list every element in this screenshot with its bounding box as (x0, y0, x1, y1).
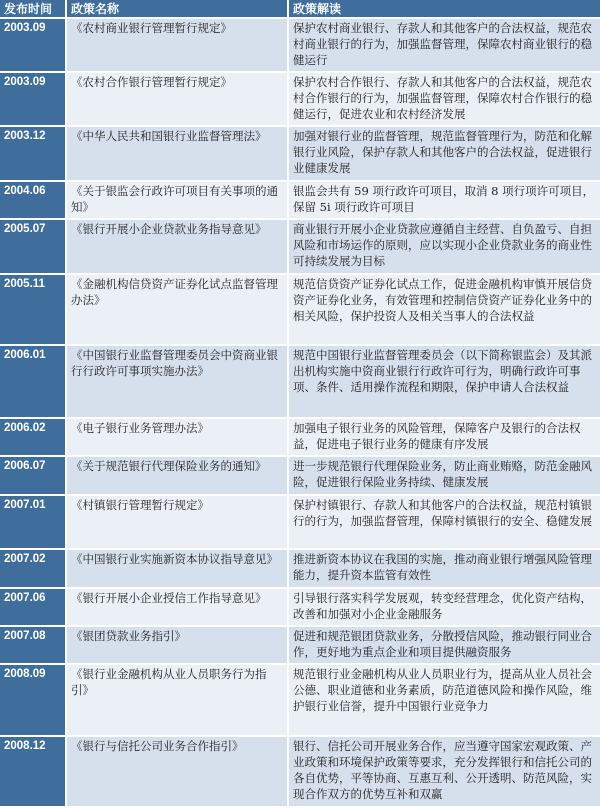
policy-name-cell: 《金融机构信贷资产证券化试点监督管理办法》 (66, 274, 288, 346)
date-cell: 2006.01 (0, 345, 66, 418)
policy-description-cell: 促进和规范银团贷款业务，分散授信风险，推动银行同业合作，更好地为重点企业和项目提供融资服务 (288, 626, 600, 664)
table-row (0, 72, 600, 127)
date-cell: 2006.02 (0, 418, 66, 456)
policy-description-cell: 引导银行落实科学发展观，转变经营理念，优化资产结构，改善和加强对小企业金融服务 (288, 588, 600, 626)
table-row (0, 345, 600, 418)
date-cell: 2007.06 (0, 588, 66, 626)
table-row (0, 736, 600, 807)
table-row (0, 219, 600, 274)
table-row (0, 456, 600, 494)
policy-description-cell: 商业银行开展小企业贷款应遵循自主经营、自负盈亏、自担风险和市场运作的原则，应以实现小企业贷款业务的商业性可持续发展为目标 (288, 219, 600, 274)
date-cell: 2006.07 (0, 456, 66, 494)
policy-name-cell: 《农村合作银行管理暂行规定》 (66, 72, 288, 127)
date-cell: 2003.09 (0, 18, 66, 72)
policy-description-cell: 规范银行业金融机构从业人员职业行为，提高从业人员社会公德、职业道德和业务素质，防范道德风险和操作风险，维护银行业信誉，提升中国银行业竞争力 (288, 664, 600, 736)
table-row (0, 274, 600, 346)
header-description: 政策解读 (288, 0, 600, 18)
policy-name-cell: 《银行开展小企业授信工作指导意见》 (66, 588, 288, 626)
date-cell: 2007.08 (0, 626, 66, 664)
table-row (0, 588, 600, 626)
date-cell: 2008.09 (0, 664, 66, 736)
date-cell: 2003.12 (0, 126, 66, 181)
policy-name-cell: 《电子银行业务管理办法》 (66, 418, 288, 456)
date-cell: 2005.07 (0, 219, 66, 274)
policy-description-cell: 银行、信托公司开展业务合作，应当遵守国家宏观政策、产业政策和环境保护政策等要求，充分发挥银行和信托公司的各自优势，平等协商、互惠互利、公开透明、防范风险，实现合作双方的优势互补和双赢 (288, 736, 600, 807)
date-cell: 2007.01 (0, 495, 66, 550)
policy-name-cell: 《银行开展小企业贷款业务指导意见》 (66, 219, 288, 274)
policy-name-cell: 《关于银监会行政许可项目有关事项的通知》 (66, 181, 288, 219)
date-cell: 2005.11 (0, 274, 66, 346)
table-row (0, 549, 600, 587)
policy-rows (0, 18, 600, 807)
date-cell: 2007.02 (0, 549, 66, 587)
table-row (0, 181, 600, 219)
table-row (0, 664, 600, 736)
policy-description-cell: 银监会共有 59 项行政许可项目，取消 8 项行项许可项目，保留 5i 项行政许可项目 (288, 181, 600, 219)
policy-name-cell: 《农村商业银行管理暂行规定》 (66, 18, 288, 72)
policy-name-cell: 《村镇银行管理暂行规定》 (66, 495, 288, 550)
policy-name-cell: 《中国银行业实施新资本协议指导意见》 (66, 549, 288, 587)
date-cell: 2008.12 (0, 736, 66, 807)
table-row (0, 126, 600, 181)
policy-description-cell: 加强电子银行业务的风险管理，保障客户及银行的合法权益，促进电子银行业务的健康有序发展 (288, 418, 600, 456)
policy-description-cell: 保护农村商业银行、存款人和其他客户的合法权益，规范农村商业银行的行为，加强监督管理，保障农村商业银行的稳健运行 (288, 18, 600, 72)
policy-description-cell: 规范中国银行业监督管理委员会（以下简称银监会）及其派出机构实施中资商业银行行政许可行为，明确行政许可事项、条件、适用操作流程和期限，保护申请人合法权益 (288, 345, 600, 418)
policy-description-cell: 进一步规范银行代理保险业务，防止商业贿赂，防范金融风险，促进银行保险业务持续、健康发展 (288, 456, 600, 494)
policy-name-cell: 《中华人民共和国银行业监督管理法》 (66, 126, 288, 181)
policy-description-cell: 推进新资本协议在我国的实施，推动商业银行增强风险管理能力，提升资本监管有效性 (288, 549, 600, 587)
table-row (0, 418, 600, 456)
policy-name-cell: 《银行与信托公司业务合作指引》 (66, 736, 288, 807)
policy-description-cell: 保护农村合作银行、存款人和其他客户的合法权益，规范农村合作银行的行为，加强监督管理，保障农村合作银行的稳健运行，促进农业和农村经济发展 (288, 72, 600, 127)
policy-name-cell: 《中国银行业监督管理委员会中资商业银行行政许可事项实施办法》 (66, 345, 288, 418)
header-date: 发布时间 (0, 0, 66, 18)
header-row (0, 0, 600, 18)
policy-description-cell: 规范信贷资产证券化试点工作，促进金融机构审慎开展信贷资产证券化业务，有效管理和控制信贷资产证券化业务中的相关风险，保护投资人及相关当事人的合法权益 (288, 274, 600, 346)
policy-name-cell: 《银行业金融机构从业人员职务行为指引》 (66, 664, 288, 736)
table-row (0, 18, 600, 72)
table-row (0, 495, 600, 550)
policy-name-cell: 《银团贷款业务指引》 (66, 626, 288, 664)
policy-name-cell: 《关于规范银行代理保险业务的通知》 (66, 456, 288, 494)
policy-description-cell: 保护村镇银行、存款人和其他客户的合法权益，规范村镇银行的行为，加强监督管理，保障村镇银行的安全、稳健发展 (288, 495, 600, 550)
table-row (0, 626, 600, 664)
date-cell: 2003.09 (0, 72, 66, 127)
date-cell: 2004.06 (0, 181, 66, 219)
header-name: 政策名称 (66, 0, 288, 18)
policy-description-cell: 加强对银行业的监督管理，规范监督管理行为，防范和化解银行业风险，保护存款人和其他客户的合法权益，促进银行业健康发展 (288, 126, 600, 181)
